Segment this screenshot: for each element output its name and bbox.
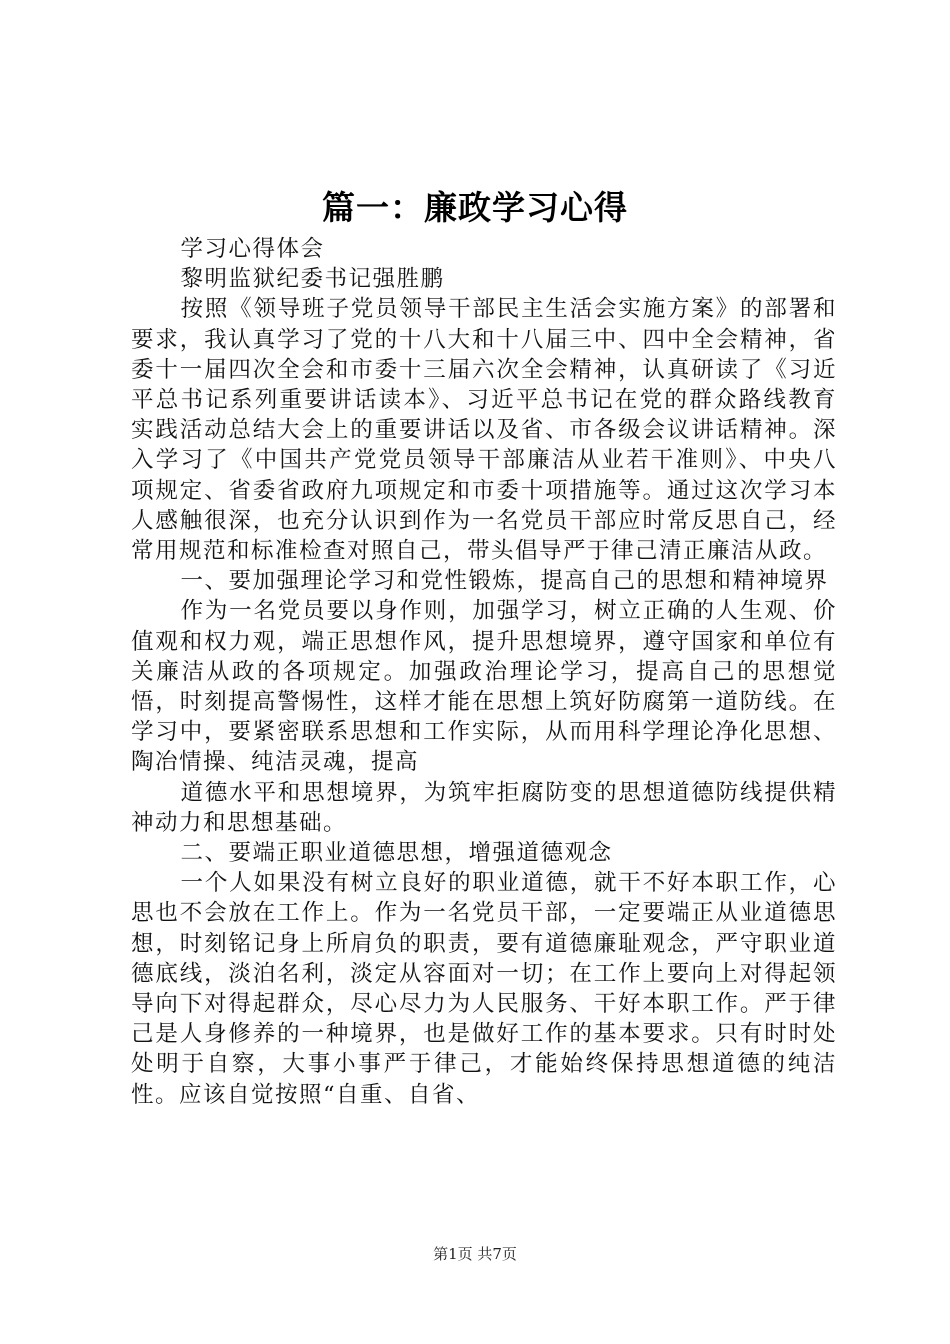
paragraph: 一个人如果没有树立良好的职业道德，就干不好本职工作，心思也不会放在工作上。作为一名党员干部，一定要端正从业道德思想，时刻铭记身上所肩负的职责，要有道德廉耻观念，严守职业道德底线，淡泊名利，淡定从容面对一切；在工作上要向上对得起领导向下对得起群众，尽心尽力为人民服务、干好本职工作。严于律己是人身修养的一种境界，也是做好工作的基本要求。只有时时处处明于自察，大事小事严于律己，才能始终保持思想道德的纯洁性。应该自觉按照“自重、自省、 xyxy=(131,870,837,1108)
section-heading-1: 一、要加强理论学习和党性锻炼，提高自己的思想和精神境界 xyxy=(180,568,829,595)
section-heading-2: 二、要端正职业道德思想，增强道德观念 xyxy=(180,840,613,867)
paragraph-author: 黎明监狱纪委书记强胜鹏 xyxy=(180,266,445,293)
page-number-footer: 第1页 共7页 xyxy=(433,1245,517,1263)
paragraph: 道德水平和思想境界，为筑牢拒腐防变的思想道德防线提供精神动力和思想基础。 xyxy=(131,779,837,836)
document-body xyxy=(131,234,837,1110)
document-title: 篇一：廉政学习心得 xyxy=(322,188,628,227)
paragraph: 按照《领导班子党员领导干部民主生活会实施方案》的部署和要求，我认真学习了党的十八大和十八届三中、四中全会精神，省委十一届四次全会和市委十三届六次全会精神，认真研读了《习近平总书记系列重要讲话读本》、习近平总书记在党的群众路线教育实践活动总结大会上的重要讲话以及省、市各级会议讲话精神。深入学习了《中国共产党党员领导干部廉洁从业若干准则》、中央八项规定、省委省政府九项规定和市委十项措施等。通过这次学习本人感触很深，也充分认识到作为一名党员干部应时常反思自己，经常用规范和标准检查对照自己，带头倡导严于律己清正廉洁从政。 xyxy=(131,296,837,565)
paragraph-heading: 学习心得体会 xyxy=(180,236,325,262)
paragraph: 作为一名党员要以身作则，加强学习，树立正确的人生观、价值观和权力观，端正思想作风，提升思想境界，遵守国家和单位有关廉洁从政的各项规定。加强政治理论学习，提高自己的思想觉悟，时刻提高警惕性，这样才能在思想上筑好防腐第一道防线。在学习中，要紧密联系思想和工作实际，从而用科学理论净化思想、陶冶情操、纯洁灵魂，提高 xyxy=(131,598,837,776)
